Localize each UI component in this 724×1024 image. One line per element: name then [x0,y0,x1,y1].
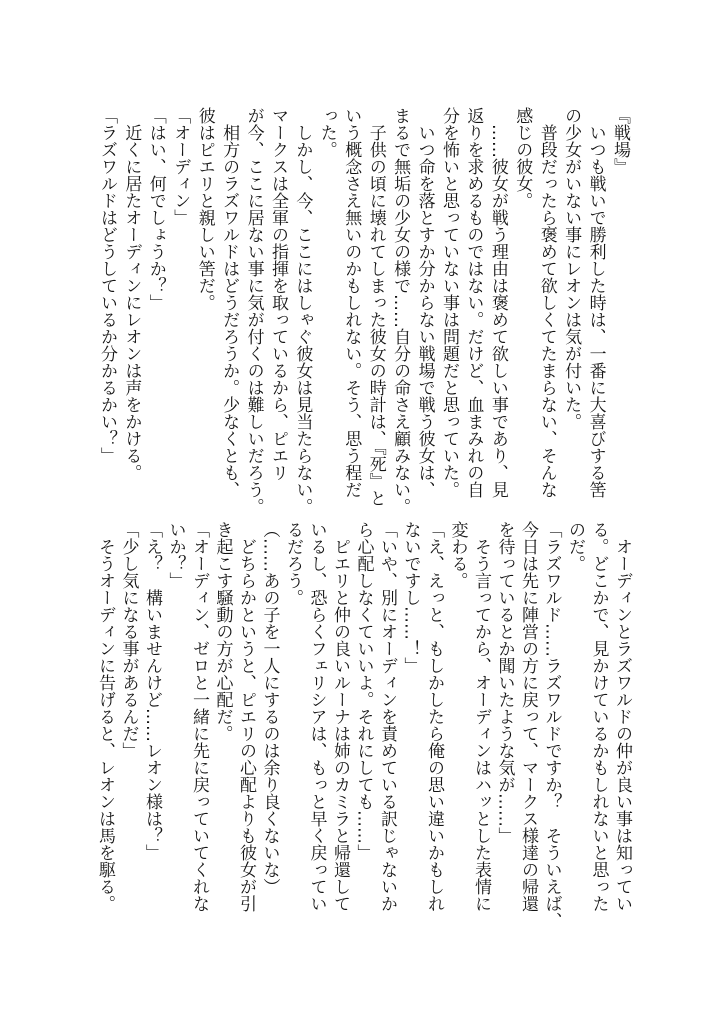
chapter-title: 『戦場』 [610,107,630,175]
text-column: の少女がいない事にレオンは気が付いた。 [561,107,582,430]
text-column: ピエリと仲の良いルーナは姉のカミラと帰還して [330,521,350,912]
text-column: 今日は先に陣営の方に戻って、マークス様達の帰還 [518,521,538,912]
text-column: 「え？ 構いませんけど……レオン様は？」 [142,521,162,861]
text-column: マークスは全軍の指揮を取っているから、ピエリ [268,107,288,481]
text-column: 「はい、何でしょうか？」 [145,107,166,311]
text-column: オーディンとラズワルドの仲が良い事は知ってい [612,521,632,912]
text-column: き起こす騒動の方が心配だ。 [212,521,233,742]
text-column: った。 [316,107,337,158]
text-column: を待っているとか聞いたような気が……」 [494,521,515,844]
text-column: 「オーディン、ゼロと一緒に先に戻っていてくれな [189,521,209,912]
text-column: まるで無垢の少女の様で……自分の命さえ顧みない。 [390,107,411,515]
text-column: 「オーディン」 [170,107,191,226]
text-column: 「いや、別にオーディンを責めている訳じゃないか [377,521,397,912]
text-column: のだ。 [565,521,585,572]
text-column: 普段だったら褒めて欲しくてたまらない、そんな [536,107,557,498]
text-column: そうオーディンに告げると、レオンは馬を駆る。 [95,521,115,912]
text-column: るだろう。 [283,521,303,606]
text-column: 返りを求めるものではない。だけど、血まみれの自 [463,107,484,498]
text-column: 彼はピエリと親しい筈だ。 [194,107,215,311]
text-column: そう言ってから、オーディンはハッとした表情に [471,521,491,912]
text-column: ら心配しなくていいよ。それにしても……」 [353,521,374,861]
text-column: いか？」 [165,521,186,589]
text-column: ないですし……！」 [400,521,421,674]
text-column: しかし、今、ここにはしゃぐ彼女は見当たらない。 [292,107,313,515]
text-column: 分を怖いと思っていない事は問題だと思っていた。 [439,107,459,498]
text-column: 感じの彼女。 [512,107,533,209]
text-column: いるし、恐らくフェリシアは、もっと早く戻ってい [306,521,327,912]
text-column: 相方のラズワルドはどうだろうか。少なくとも、 [219,107,240,498]
text-column: ……彼女が戦う理由は褒めて欲しい事であり、見 [487,107,508,498]
text-column: いつ命を落とすか分からない戦場で戦う彼女は、 [414,107,435,498]
text-column: （……あの子を一人にするのは余り良くないな） [259,521,280,895]
text-column: 「少し気になる事があるんだ」 [118,521,139,759]
text-column: 子供の頃に壊れてしまった彼女の時計は、『死』と [365,107,386,507]
text-column: 変わる。 [447,521,468,589]
text-column: る。どこかで、見かけているかもしれないと思った [588,521,609,912]
text-column: 「ラズワルド……ラズワルドですか？ そういえば、 [541,521,562,929]
text-column: 「え、えっと、もしかしたら俺の思い違いかもしれ [424,521,444,912]
text-column: が今、ここに居ない事に気が付くのは難しいだろう。 [243,107,264,515]
text-column: 近くに居たオーディンにレオンは声をかける。 [121,107,142,481]
text-column: いつも戦いで勝利した時は、一番に大喜びする筈 [585,107,606,498]
text-column: どちらかというと、ピエリの心配よりも彼女が引 [236,521,256,912]
text-column: いう概念さえ無いのかもしれない。そう、思う程だ [341,107,362,498]
text-column: 「ラズワルドはどうしているか分かるかい？」 [97,107,117,464]
